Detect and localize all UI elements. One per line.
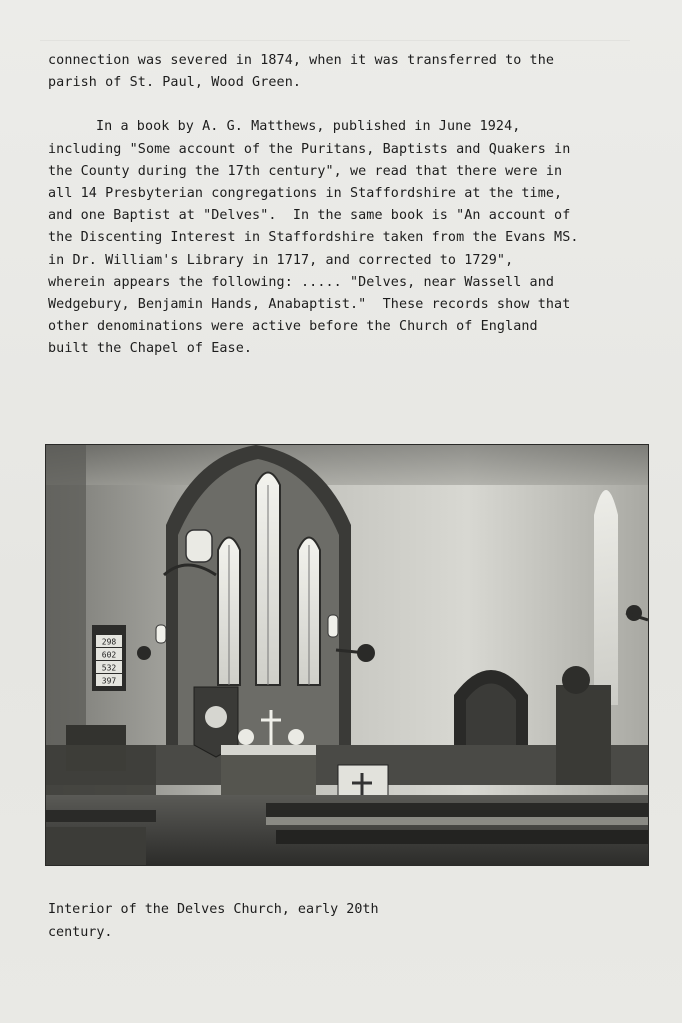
- hymn-number: 602: [101, 650, 117, 660]
- caption-line: Interior of the Delves Church, early 20th: [48, 902, 379, 917]
- text-line: In a book by A. G. Matthews, published in June 1924,: [96, 119, 521, 135]
- hymn-number: 298: [101, 637, 117, 647]
- text-line: including "Some account of the Puritans, Baptists and Quakers in: [48, 141, 571, 157]
- text-line: parish of St. Paul, Wood Green.: [48, 75, 302, 91]
- hymn-number: 397: [101, 676, 117, 686]
- photo-caption: [48, 899, 468, 944]
- lancet-window: [298, 538, 320, 686]
- lancet-window: [218, 538, 240, 686]
- text-line: connection was severed in 1874, when it was transferred to the: [48, 53, 555, 68]
- text-line: wherein appears the following: ..... "Delves, near Wassell and: [48, 274, 555, 290]
- lancet-window: [256, 473, 280, 686]
- hymn-number: 532: [101, 663, 117, 673]
- church-interior-photo: [46, 445, 648, 865]
- body-text: [48, 50, 660, 361]
- paragraph-1: [48, 50, 660, 94]
- text-line: built the Chapel of Ease.: [48, 341, 253, 357]
- text-line: and one Baptist at "Delves". In the same book is "An account of: [48, 208, 571, 224]
- caption-line: century.: [48, 924, 113, 940]
- text-line: Wedgebury, Benjamin Hands, Anabaptist." These records show that: [48, 297, 571, 313]
- text-line: in Dr. William's Library in 1717, and corrected to 1729",: [48, 252, 514, 268]
- text-line: all 14 Presbyterian congregations in Staffordshire at the time,: [48, 186, 563, 202]
- text-line: the Discenting Interest in Staffordshire taken from the Evans MS.: [48, 230, 579, 246]
- hymn-board: [92, 625, 126, 691]
- paragraph-2: [48, 116, 660, 360]
- text-line: the County during the 17th century", we read that there were in: [48, 163, 563, 179]
- text-line: other denominations were active before the Church of England: [48, 319, 538, 335]
